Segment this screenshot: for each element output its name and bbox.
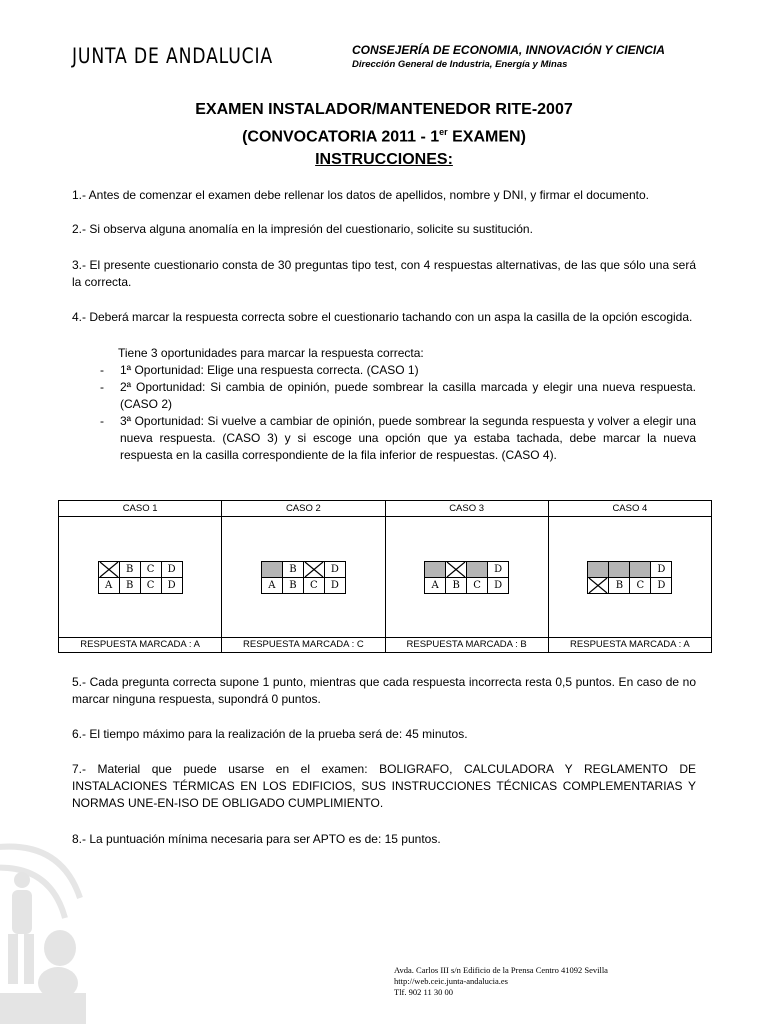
list-dash: -	[100, 380, 104, 394]
answer-cell[interactable]	[630, 561, 651, 577]
footer-address	[394, 965, 608, 998]
footer-line-3: Tlf. 902 11 30 00	[394, 987, 453, 997]
list-dash: -	[100, 363, 104, 377]
answer-cell[interactable]	[609, 577, 630, 593]
answer-cell[interactable]	[651, 577, 672, 593]
answer-cell[interactable]	[161, 577, 182, 593]
title-line-2-sup: er	[439, 127, 448, 137]
answer-row	[261, 577, 345, 593]
answer-cell[interactable]	[98, 561, 119, 577]
andalucia-emblem-watermark-icon	[0, 818, 86, 1024]
answer-cell[interactable]	[303, 561, 324, 577]
title-line-2	[0, 121, 768, 148]
case-column	[222, 501, 385, 652]
answer-cell[interactable]	[467, 561, 488, 577]
answer-cell[interactable]	[140, 561, 161, 577]
instruction-6: 6.- El tiempo máximo para la realización de la prueba será de: 45 minutos.	[72, 727, 468, 741]
case-column	[386, 501, 549, 652]
instruction-1: 1.- Antes de comenzar el examen debe rellenar los datos de apellidos, nombre y DNI, y firmar el documento.	[72, 188, 649, 202]
answer-letter: D	[494, 579, 503, 591]
footer-line-2: http://web.ceic.junta-andalucia.es	[394, 976, 508, 986]
answer-letter: C	[636, 579, 645, 591]
list-item-text: 3ª Oportunidad: Si vuelve a cambiar de opinión, puede sombrear la segunda respuesta y volver a elegir una nueva respuesta. (CASO 3) y si escoge una opción que ya estaba tachada, debe marcar la nueva respuesta en la casilla correspondiente de la fila inferior de respuestas. (CASO 4).	[120, 414, 696, 462]
case-body	[549, 517, 711, 638]
answer-cell[interactable]	[488, 561, 509, 577]
answer-grid	[424, 561, 509, 594]
answer-cell[interactable]	[282, 577, 303, 593]
answer-cell[interactable]	[425, 577, 446, 593]
answer-cell[interactable]	[651, 561, 672, 577]
list-dash: -	[100, 414, 104, 428]
answer-cell[interactable]	[488, 577, 509, 593]
answer-row	[425, 577, 509, 593]
footer-line-1: Avda. Carlos III s/n Edificio de la Prensa Centro 41092 Sevilla	[394, 965, 608, 975]
answer-letter: B	[125, 579, 134, 591]
answer-letter: D	[167, 579, 176, 591]
answer-cell[interactable]	[467, 577, 488, 593]
answer-row	[588, 577, 672, 593]
answer-cell[interactable]	[119, 561, 140, 577]
answer-cell[interactable]	[303, 577, 324, 593]
case-body	[59, 517, 221, 638]
instruction-7: 7.- Material que puede usarse en el examen: BOLIGRAFO, CALCULADORA Y REGLAMENTO DE INSTALACIONES TÉRMICAS EN LOS EDIFICIOS, SUS INSTRUCCIONES TÉCNICAS COMPLEMENTARIAS Y NORMAS UNE-EN-ISO DE OBLIGADO CUMPLIMIENTO.	[72, 762, 696, 810]
cross-mark-icon	[446, 562, 466, 577]
case-header: CASO 4	[549, 501, 711, 517]
answer-letter: C	[473, 579, 481, 591]
title-line-1: EXAMEN INSTALADOR/MANTENEDOR RITE-2007	[195, 101, 573, 118]
list-item	[100, 362, 696, 379]
title-line-2a: (CONVOCATORIA 2011 - 1	[242, 128, 440, 146]
answer-cell[interactable]	[425, 561, 446, 577]
answer-cell[interactable]	[324, 577, 345, 593]
answer-cell[interactable]	[98, 577, 119, 593]
answer-cell[interactable]	[609, 561, 630, 577]
answer-cell[interactable]	[446, 561, 467, 577]
answer-row	[261, 561, 345, 577]
answer-grid	[98, 561, 183, 594]
answer-row	[588, 561, 672, 577]
answer-letter: B	[125, 563, 134, 575]
answer-cell[interactable]	[261, 577, 282, 593]
answer-row	[98, 561, 182, 577]
consejeria-name: CONSEJERÍA DE ECONOMIA, INNOVACIÓN Y CIENCIA	[352, 43, 665, 57]
instruction-5: 5.- Cada pregunta correcta supone 1 punto, mientras que cada respuesta incorrecta resta 0,5 puntos. En caso de no marcar ninguna respuesta, supondrá 0 puntos.	[72, 675, 696, 706]
answer-cell[interactable]	[119, 577, 140, 593]
answer-letter: C	[146, 579, 155, 591]
case-footer: RESPUESTA MARCADA : C	[243, 639, 364, 650]
answer-letter: B	[289, 579, 297, 591]
answer-cell[interactable]	[261, 561, 282, 577]
exam-title	[0, 98, 768, 171]
instruction-8: 8.- La puntuación mínima necesaria para ser APTO es de: 15 puntos.	[72, 832, 441, 846]
list-item	[100, 413, 696, 464]
answer-letter: A	[105, 579, 113, 591]
case-header: CASO 1	[59, 501, 221, 517]
answer-cell[interactable]	[282, 561, 303, 577]
answer-cell[interactable]	[588, 577, 609, 593]
case-footer: RESPUESTA MARCADA : A	[80, 639, 200, 650]
instructions-heading: INSTRUCCIONES:	[315, 151, 453, 169]
answer-letter: A	[431, 579, 439, 591]
answer-letter: B	[452, 579, 460, 591]
junta-logo-text: JUNTA DE ANDALUCIA	[72, 44, 274, 68]
answer-cell[interactable]	[630, 577, 651, 593]
instruction-2: 2.- Si observa alguna anomalía en la impresión del cuestionario, solicite su sustitución.	[72, 222, 533, 236]
answer-letter: D	[494, 563, 503, 575]
answer-letter: A	[268, 579, 276, 591]
instruction-4-list	[100, 345, 696, 464]
answer-cell[interactable]	[161, 561, 182, 577]
cross-mark-icon	[99, 562, 119, 577]
case-header: CASO 2	[222, 501, 384, 517]
answer-grid	[587, 561, 672, 594]
case-column	[549, 501, 711, 652]
title-line-2b: EXAMEN)	[447, 128, 526, 146]
answer-letter: D	[167, 563, 176, 575]
case-column	[59, 501, 222, 652]
answer-cell[interactable]	[446, 577, 467, 593]
answer-letter: C	[310, 579, 318, 591]
instruction-4: 4.- Deberá marcar la respuesta correcta sobre el cuestionario tachando con un aspa la casilla de la opción escogida.	[72, 310, 693, 324]
answer-letter: D	[330, 563, 339, 575]
answer-letter: D	[330, 579, 339, 591]
answer-letter: D	[657, 579, 666, 591]
case-footer: RESPUESTA MARCADA : A	[570, 639, 690, 650]
answer-letter: D	[657, 563, 666, 575]
answer-letter: B	[289, 563, 297, 575]
answer-cases-table	[58, 500, 712, 653]
answer-cell[interactable]	[588, 561, 609, 577]
instruction-3: 3.- El presente cuestionario consta de 30 preguntas tipo test, con 4 respuestas alternativas, de las que sólo una será la correcta.	[72, 258, 696, 289]
answer-cell[interactable]	[140, 577, 161, 593]
list-item	[100, 379, 696, 413]
consejeria-header	[352, 43, 665, 70]
direccion-general: Dirección General de Industria, Energía y Minas	[352, 59, 568, 70]
list-item-text: 2ª Oportunidad: Si cambia de opinión, puede sombrear la casilla marcada y elegir una nueva respuesta. (CASO 2)	[120, 380, 696, 411]
answer-row	[98, 577, 182, 593]
answer-row	[425, 561, 509, 577]
answer-letter: B	[615, 579, 624, 591]
answer-cell[interactable]	[324, 561, 345, 577]
case-footer: RESPUESTA MARCADA : B	[406, 639, 527, 650]
answer-grid	[261, 561, 346, 594]
cross-mark-icon	[588, 578, 608, 593]
case-header: CASO 3	[386, 501, 548, 517]
case-body	[386, 517, 548, 638]
cross-mark-icon	[304, 562, 324, 577]
answer-letter: C	[146, 563, 155, 575]
instruction-4-intro: Tiene 3 oportunidades para marcar la respuesta correcta:	[118, 346, 424, 360]
case-body	[222, 517, 384, 638]
list-item-text: 1ª Oportunidad: Elige una respuesta correcta. (CASO 1)	[120, 363, 419, 377]
